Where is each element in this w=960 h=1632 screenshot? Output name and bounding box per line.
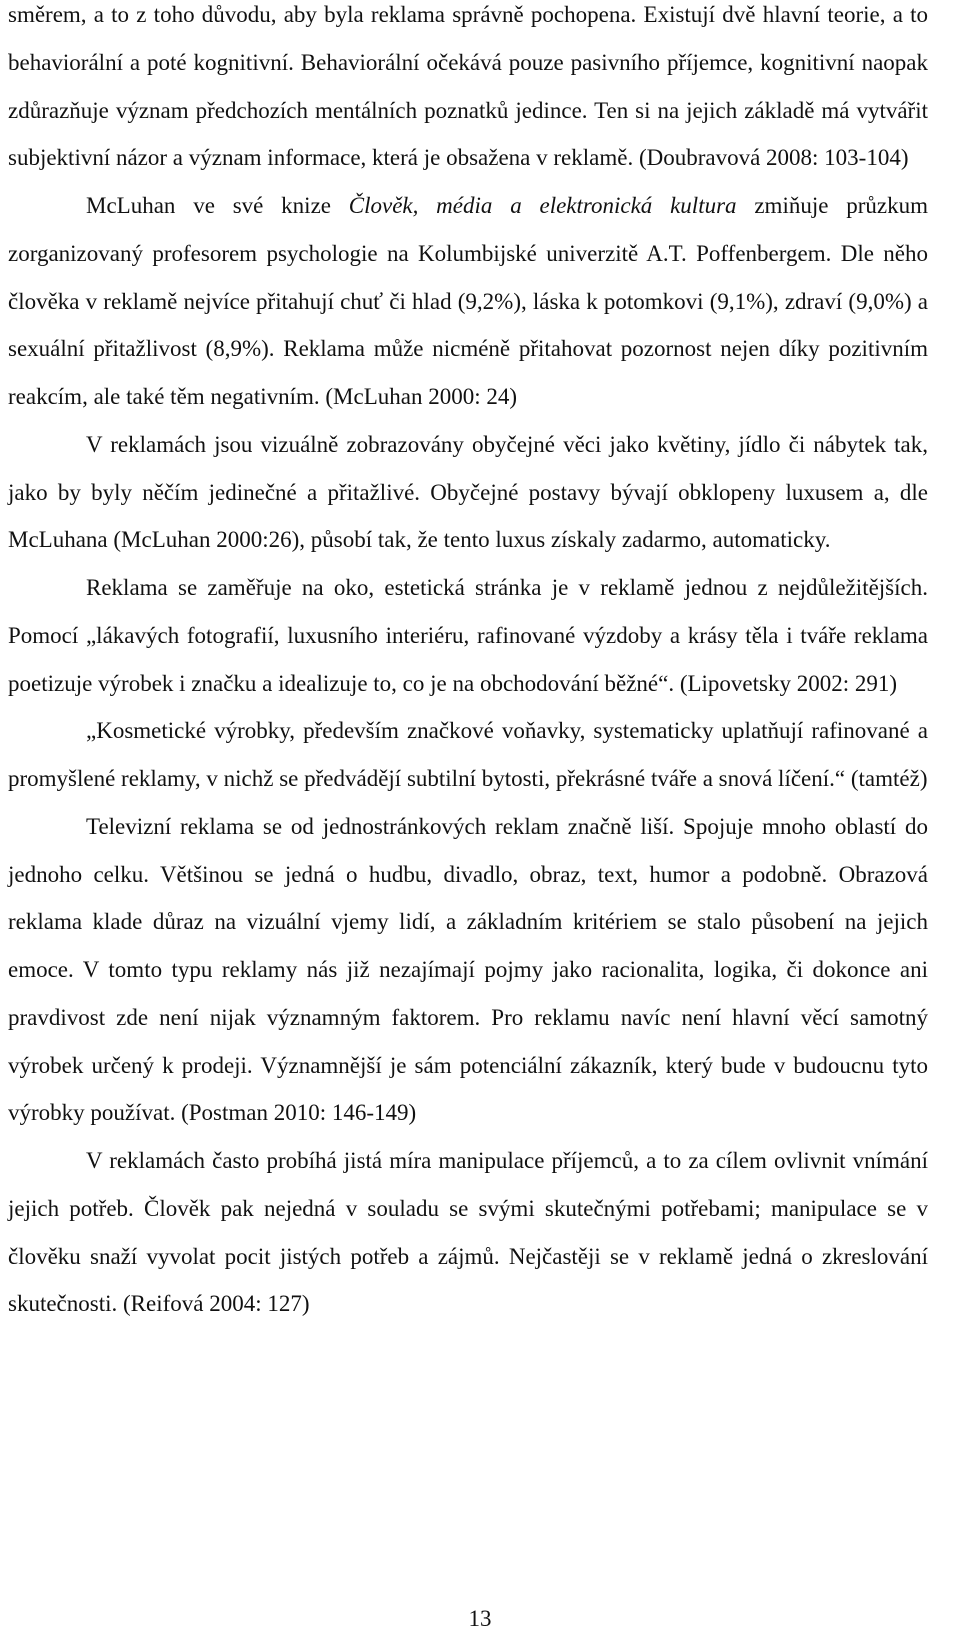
paragraph-visual-objects: V reklamách jsou vizuálně zobrazovány obyčejné věci jako květiny, jídlo či nábytek tak, jako by byly něčím jedinečné a přitažlivé. Obyčejné postavy bývají obklopeny luxusem a, dle McLuhana (McLuhan 2000:26), působí tak, že tento luxus získaly zadarmo, automaticky.: [8, 431, 928, 553]
book-title: Člověk, média a elektronická kultura: [348, 193, 737, 218]
document-page: [8, 0, 928, 1328]
paragraph-mcluhan-lead: McLuhan ve své knize: [86, 193, 349, 218]
paragraph-aesthetics: Reklama se zaměřuje na oko, estetická stránka je v reklamě jednou z nejdůležitějších. Pomocí „lákavých fotografií, luxusního interiéru, rafinované výzdoby a krásy těla i tváře reklama poetizuje výrobek i značku a idealizuje to, co je na obchodování běžné“. (Lipovetsky 2002: 291): [8, 575, 928, 696]
page-number: 13: [468, 1606, 492, 1631]
paragraph-continuation: směrem, a to z toho důvodu, aby byla reklama správně pochopena. Existují dvě hlavní teorie, a to behaviorální a poté kognitivní. Behaviorální očekává pouze pasivního příjemce, kognitivní naopak zdůrazňuje význam předchozích mentálních poznatků jedince. Ten si na jejich základě má vytvářit subjektivní názor a význam informace, která je obsažena v reklamě. (Doubravová 2008: 103-104): [8, 2, 928, 171]
paragraph-mcluhan: [8, 182, 928, 421]
paragraph-tv-advertising: Televizní reklama se od jednostránkových reklam značně liší. Spojuje mnoho oblastí do jednoho celku. Většinou se jedná o hudbu, divadlo, obraz, text, humor a podobně. Obrazová reklama klade důraz na vizuální vjemy lidí, a základním kritériem se stalo působení na jejich emoce. V tomto typu reklamy nás již nezajímají pojmy jako racionalita, logika, či dokonce ani pravdivost zde není nijak významným faktorem. Pro reklamu navíc není hlavní věcí samotný výrobek určený k prodeji. Významnější je sám potenciální zákazník, který bude v budoucnu tyto výrobky používat. (Postman 2010: 146-149): [8, 813, 928, 1126]
paragraph-mcluhan-rest: zmiňuje průzkum zorganizovaný profesorem psychologie na Kolumbijské univerzitě A.T. Poffenbergem. Dle něho člověka v reklamě nejvíce přitahují chuť či hlad (9,2%), láska k potomkovi (9,1%), zdraví (9,0%) a sexuální přitažlivost (8,9%). Reklama může nicméně přitahovat pozornost nejen díky pozitivním reakcím, ale také těm negativním. (McLuhan 2000: 24): [8, 193, 928, 409]
paragraph-manipulation: V reklamách často probíhá jistá míra manipulace příjemců, a to za cílem ovlivnit vnímání jejich potřeb. Člověk pak nejedná v souladu se svými skutečnými potřebami; manipulace se v člověku snaží vyvolat pocit jistých potřeb a zájmů. Nejčastěji se v reklamě jedná o zkreslování skutečnosti. (Reifová 2004: 127): [8, 1148, 928, 1317]
paragraph-cosmetics-quote: „Kosmetické výrobky, především značkové voňavky, systematicky uplatňují rafinované a promyšlené reklamy, v nichž se předvádějí subtilní bytosti, překrásné tváře a snová líčení.“ (tamtéž): [8, 718, 928, 791]
